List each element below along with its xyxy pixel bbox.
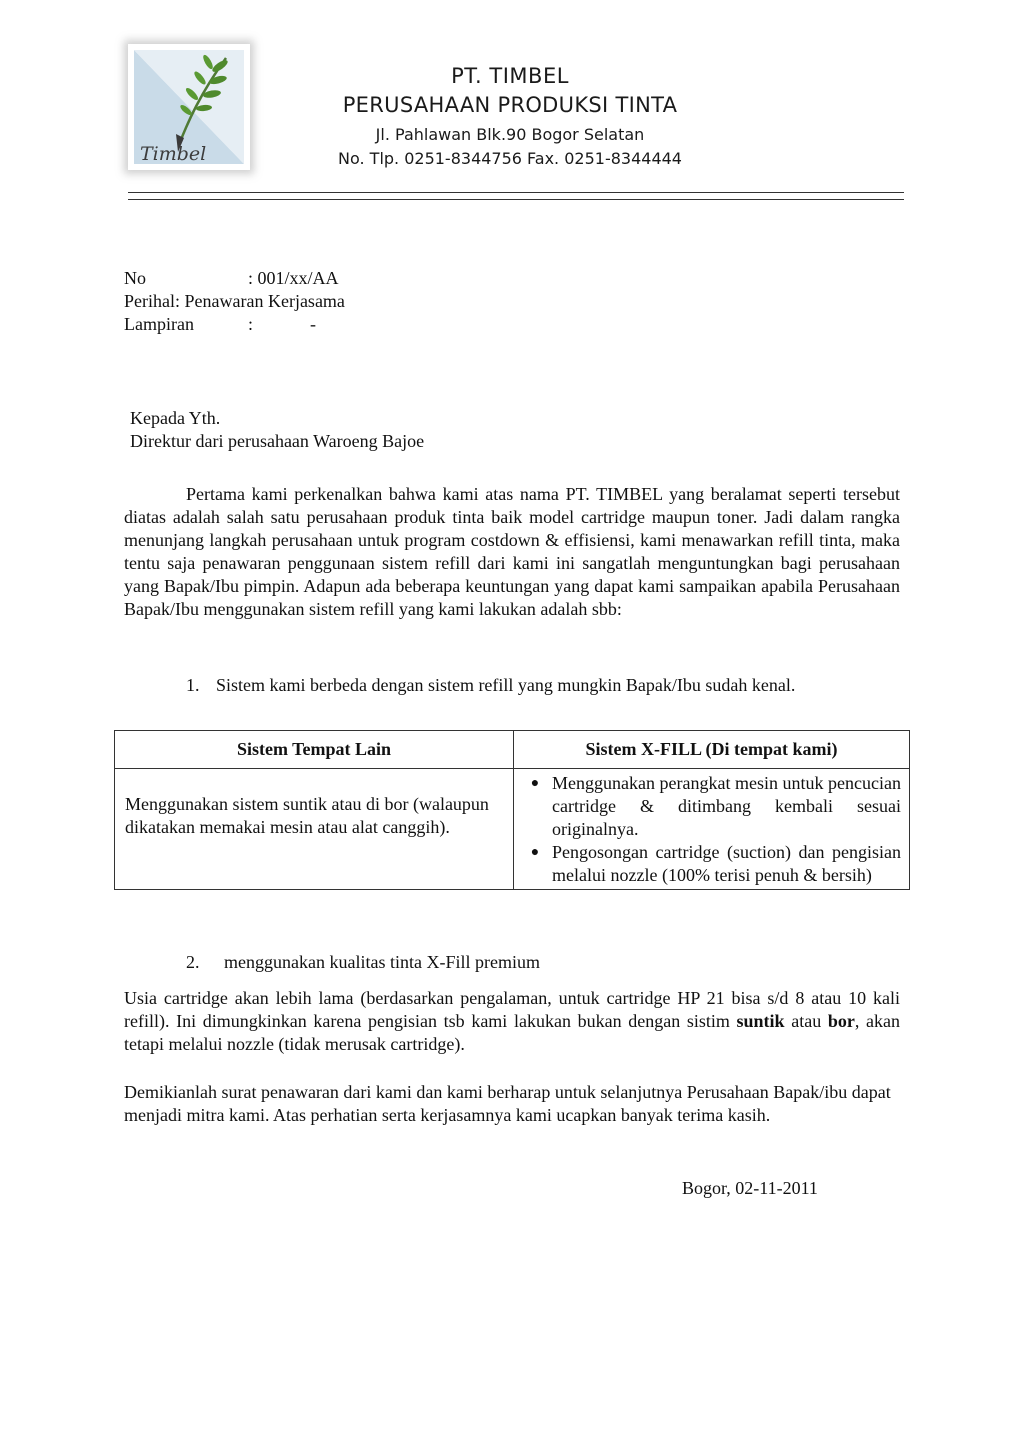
xfill-item-text: Pengosongan cartridge (suction) dan pengisian melalui nozzle (100% terisi penuh & bersih): [552, 842, 901, 885]
recipient-salutation: Kepada Yth.: [130, 408, 221, 428]
list-item: [518, 772, 901, 841]
table-header-row: [115, 731, 910, 769]
usage-bold-suntik: suntik: [736, 1011, 785, 1031]
other-system-line-1: Menggunakan sistem suntik atau di bor (walaupun: [125, 794, 489, 814]
meta-no-row: [124, 267, 345, 290]
header-rule-bottom: [128, 199, 904, 200]
meta-lampiran-colon: :: [248, 314, 254, 334]
letter-meta: [124, 267, 345, 336]
list-item-1: [186, 674, 795, 697]
xfill-list: [518, 772, 901, 887]
recipient-name: Direktur dari perusahaan Waroeng Bajoe: [130, 431, 425, 451]
closing-paragraph: Demikianlah surat penawaran dari kami dan kami berharap untuk selanjutnya Perusahaan Bapak/ibu dapat menjadi mitra kami. Atas perhatian serta kerjasamnya kami ucapkan banyak terima kasih.: [124, 1082, 891, 1125]
table-row: [115, 769, 910, 890]
usage-text-3: , akan tetapi melalui nozzle (tidak merusak cartridge).: [124, 1011, 900, 1054]
usage-paragraph: [124, 987, 900, 1056]
table-header-other: Sistem Tempat Lain: [115, 731, 514, 769]
meta-perihal-label: Perihal: [124, 291, 175, 311]
intro-paragraph: Pertama kami perkenalkan bahwa kami atas nama PT. TIMBEL yang beralamat seperti tersebut diatas adalah salah satu perusahaan produk tinta baik model cartridge maupun toner. Jadi dalam rangka menunjang langkah perusahaan untuk program costdown & effisiensi, kami menawarkan refill tinta, maka tentu saja penawaran penggunaan sistem refill dari kami ini sangatlah menguntungkan bagi perusahaan yang Bapak/Ibu pimpin. Adapun ada beberapa keuntungan yang dapat kami sampaikan apabila Perusahaan Bapak/Ibu menggunakan sistem refill yang kami lakukan adalah sbb:: [124, 484, 900, 619]
table-cell-xfill: [514, 769, 910, 890]
company-address: Jl. Pahlawan Blk.90 Bogor Selatan: [375, 125, 645, 144]
company-name: PT. TIMBEL: [451, 64, 569, 88]
meta-no-label: No: [124, 268, 146, 288]
comparison-table: [114, 730, 910, 890]
usage-text-2: atau: [784, 1011, 828, 1031]
other-system-line-2: dikatakan memakai mesin atau alat canggih).: [125, 817, 450, 837]
meta-perihal-value: : Penawaran Kerjasama: [175, 291, 345, 311]
bullet-icon: ●: [530, 845, 540, 860]
list-text: menggunakan kualitas tinta X-Fill premium: [224, 952, 540, 972]
meta-perihal-row: [124, 290, 345, 313]
table-header-xfill: Sistem X-FILL (Di tempat kami): [514, 731, 910, 769]
list-number: 1.: [186, 675, 200, 695]
header-rule-top: [128, 192, 904, 193]
bullet-icon: ●: [530, 776, 540, 791]
company-header: [300, 62, 720, 171]
logo-wordmark: Timbel: [140, 143, 207, 165]
timbel-logo-graphic: [128, 44, 250, 170]
meta-lampiran-value: -: [310, 314, 316, 334]
meta-lampiran-label: Lampiran: [124, 314, 194, 334]
list-text: Sistem kami berbeda dengan sistem refill yang mungkin Bapak/Ibu sudah kenal.: [216, 675, 796, 695]
company-contact: No. Tlp. 0251-8344756 Fax. 0251-8344444: [338, 149, 682, 168]
meta-lampiran-row: [124, 313, 345, 336]
list-item: [518, 841, 901, 887]
list-number: 2.: [186, 952, 200, 972]
list-item-2: [186, 951, 540, 974]
meta-no-value: : 001/xx/AA: [248, 268, 339, 288]
usage-bold-bor: bor: [827, 1011, 855, 1031]
table-cell-other: [115, 769, 514, 890]
signature-date: Bogor, 02-11-2011: [682, 1178, 818, 1198]
xfill-item-text: Menggunakan perangkat mesin untuk pencucian cartridge & ditimbang kembali sesuai originalnya.: [552, 773, 901, 839]
recipient-block: [130, 407, 424, 453]
company-type: PERUSAHAAN PRODUKSI TINTA: [342, 93, 678, 117]
company-logo: [128, 44, 250, 170]
usage-text-1: Usia cartridge akan lebih lama (berdasarkan pengalaman, untuk cartridge HP 21 bisa s/d 8 atau 10 kali refill). Ini dimungkinkan karena pengisian tsb kami lakukan bukan dengan sistim: [124, 988, 900, 1031]
